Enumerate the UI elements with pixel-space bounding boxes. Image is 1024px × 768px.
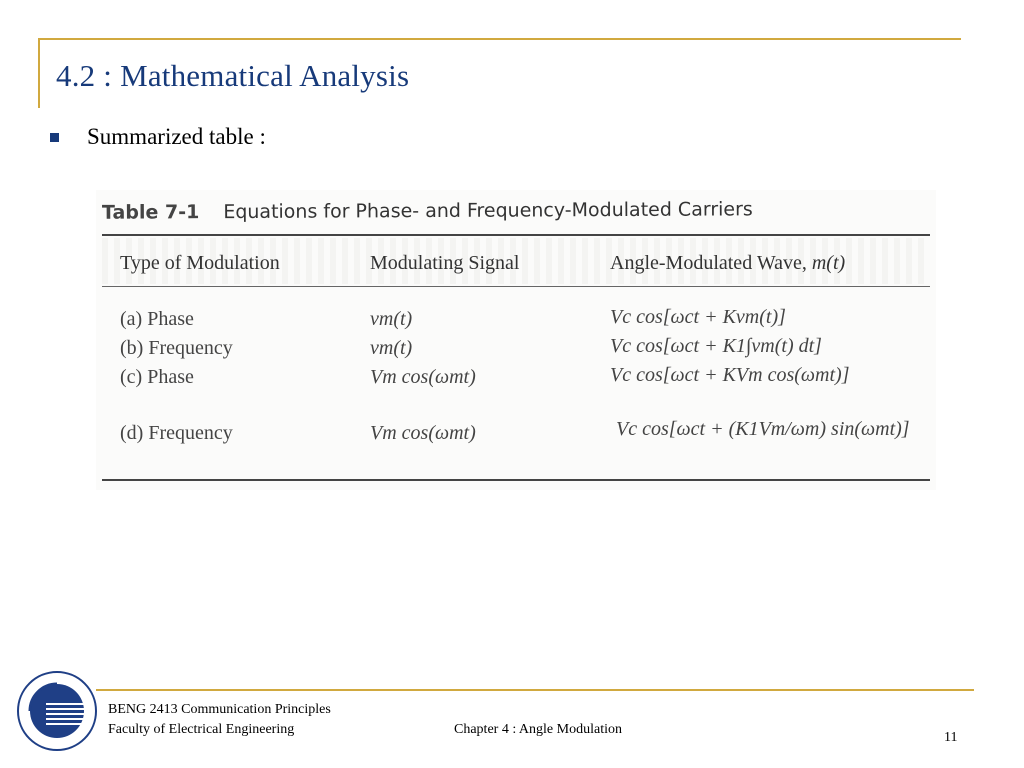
row-c-type: (c) Phase	[120, 366, 194, 388]
equations-table-image	[96, 190, 936, 490]
bullet-text: Summarized table :	[87, 124, 266, 149]
row-d-wave-formula	[616, 396, 910, 462]
row-a-signal: vm(t)	[370, 308, 413, 330]
footer-course: BENG 2413 Communication Principles	[108, 702, 331, 717]
row-d-signal: Vm cos(ωmt)	[370, 422, 476, 444]
row-b-signal: vm(t)	[370, 337, 413, 359]
table-caption	[102, 198, 753, 223]
row-d-type: (d) Frequency	[120, 422, 233, 444]
row-a-wave: Vc cos[ωct + Kvm(t)]	[610, 306, 786, 328]
footer-faculty: Faculty of Electrical Engineering	[108, 722, 295, 737]
table-bottom-rule	[102, 479, 930, 481]
header-signal: Modulating Signal	[370, 252, 520, 274]
university-logo-icon	[16, 670, 98, 752]
table-caption-text: Equations for Phase- and Frequency-Modulated Carriers	[223, 198, 753, 224]
row-c-wave: Vc cos[ωct + KVm cos(ωmt)]	[610, 364, 850, 386]
top-accent-line	[38, 38, 961, 40]
slide-title: 4.2 : Mathematical Analysis	[56, 58, 410, 93]
row-d-wave: Vc cos[ωct + (K1Vm/ωm) sin(ωmt)]	[616, 417, 910, 440]
table-top-rule	[102, 234, 930, 236]
header-wave-prefix: Angle-Modulated Wave,	[610, 252, 812, 274]
footer-accent-line	[96, 689, 974, 691]
left-accent-line	[38, 38, 40, 108]
square-bullet-icon	[50, 133, 59, 142]
header-type: Type of Modulation	[120, 252, 280, 274]
row-b-type: (b) Frequency	[120, 337, 233, 359]
row-a-type: (a) Phase	[120, 308, 194, 330]
header-wave-var: m(t)	[811, 252, 846, 274]
footer-chapter: Chapter 4 : Angle Modulation	[454, 722, 622, 737]
row-c-signal: Vm cos(ωmt)	[370, 366, 476, 388]
page-number: 11	[944, 730, 958, 745]
table-header-rule	[102, 286, 930, 287]
row-b-wave: Vc cos[ωct + K1∫vm(t) dt]	[610, 335, 822, 357]
table-number: Table 7-1	[101, 201, 200, 224]
header-wave	[610, 252, 845, 275]
bullet-item	[50, 124, 266, 150]
